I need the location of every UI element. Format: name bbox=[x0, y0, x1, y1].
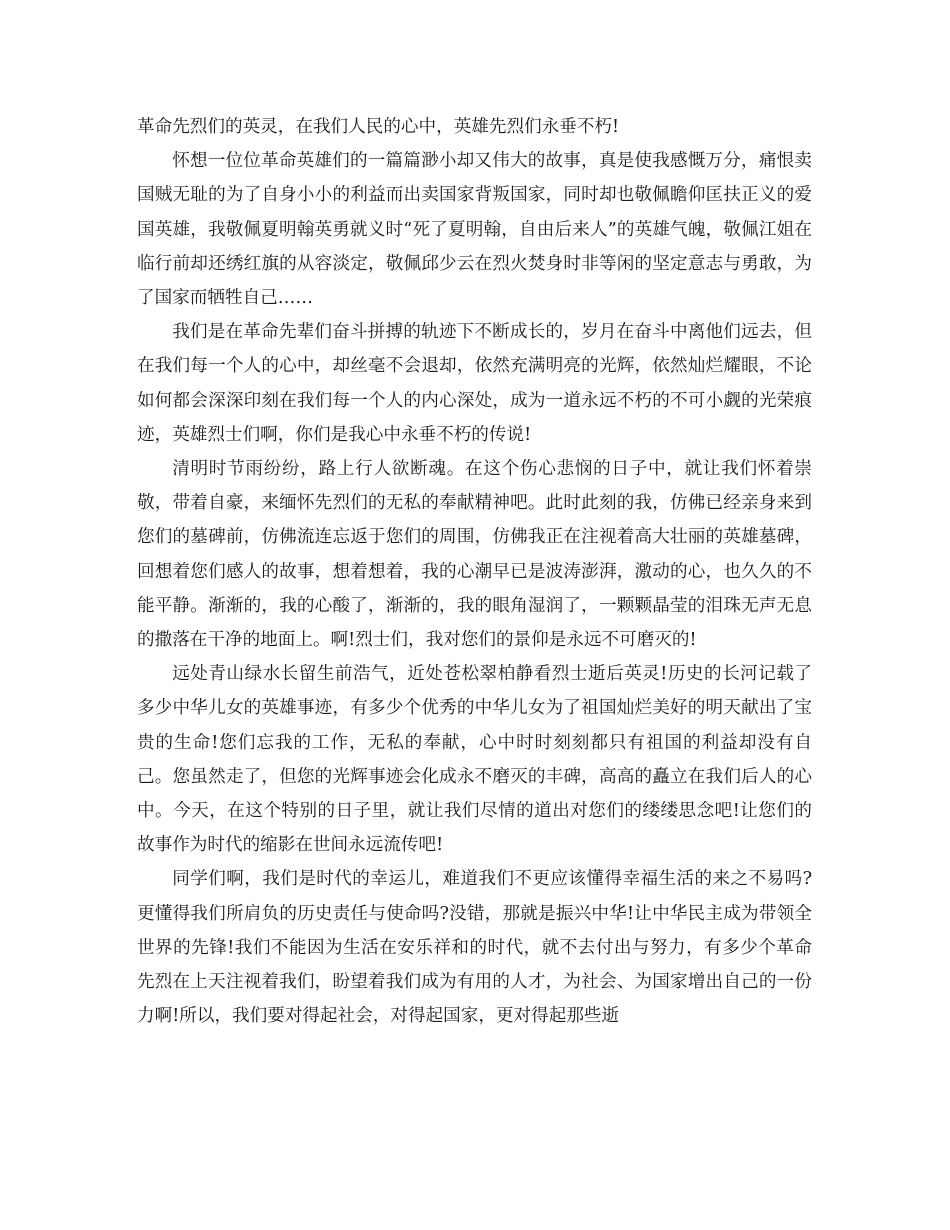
paragraph-heroes-stories: 怀想一位位革命英雄们的一篇篇渺小却又伟大的故事，真是使我感慨万分，痛恨卖国贼无耻的为了自身小小的利益而出卖国家背叛国家，同时却也敬佩瞻仰匡扶正义的爱国英雄，我敬佩夏明翰英勇就义时“死了夏明翰，自由后来人”的英雄气魄，敬佩江姐在临行前却还绣红旗的从容淡定，敬佩邱少云在烈火焚身时非等闲的坚定意志与勇敢，为了国家而牺牲自己…… bbox=[137, 151, 812, 309]
paragraph-growing-up: 我们是在革命先辈们奋斗拼搏的轨迹下不断成长的，岁月在奋斗中离他们远去，但在我们每一个人的心中，却丝毫不会退却，依然充满明亮的光辉，依然灿烂耀眼，不论如何都会深深印刻在我们每一个人的内心深处，成为一道永远不朽的不可小觑的光荣痕迹，英雄烈士们啊，你们是我心中永垂不朽的传说! bbox=[137, 322, 812, 445]
paragraph-history: 远处青山绿水长留生前浩气，近处苍松翠柏静看烈士逝后英灵!历史的长河记载了多少中华儿女的英雄事迹，有多少个优秀的中华儿女为了祖国灿烂美好的明天献出了宝贵的生命!您们忘我的工作，无私的奉献，心中时时刻刻都只有祖国的利益却没有自己。您虽然走了，但您的光辉事迹会化成永不磨灭的丰碑，高高的矗立在我们后人的心中。今天，在这个特别的日子里，就让我们尽情的道出对您们的缕缕思念吧!让您们的故事作为时代的缩影在世间永远流传吧! bbox=[137, 664, 812, 856]
paragraph-qingming: 清明时节雨纷纷，路上行人欲断魂。在这个伤心悲悯的日子中，就让我们怀着崇敬，带着自豪，来缅怀先烈们的无私的奉献精神吧。此时此刻的我，仿佛已经亲身来到您们的墓碑前，仿佛流连忘返于您们的周围，仿佛我正在注视着高大壮丽的英雄墓碑，回想着您们感人的故事，想着想着，我的心潮早已是波涛澎湃，激动的心，也久久的不能平静。渐渐的，我的心酸了，渐渐的，我的眼角湿润了，一颗颗晶莹的泪珠无声无息的撒落在干净的地面上。啊!烈士们，我对您们的景仰是永远不可磨灭的! bbox=[137, 459, 812, 651]
paragraph-students: 同学们啊，我们是时代的幸运儿，难道我们不更应该懂得幸福生活的来之不易吗?更懂得我们所肩负的历史责任与使命吗?没错，那就是振兴中华!让中华民主成为带领全世界的先锋!我们不能因为生活在安乐祥和的时代，就不去付出与努力，有多少个革命先烈在上天注视着我们，盼望着我们成为有用的人才，为社会、为国家增出自己的一份力啊!所以，我们要对得起社会，对得起国家，更对得起那些逝 bbox=[137, 869, 812, 1027]
paragraph-continued: 革命先烈们的英灵，在我们人民的心中，英雄先烈们永垂不朽! bbox=[137, 117, 620, 137]
document-body bbox=[137, 110, 812, 1033]
